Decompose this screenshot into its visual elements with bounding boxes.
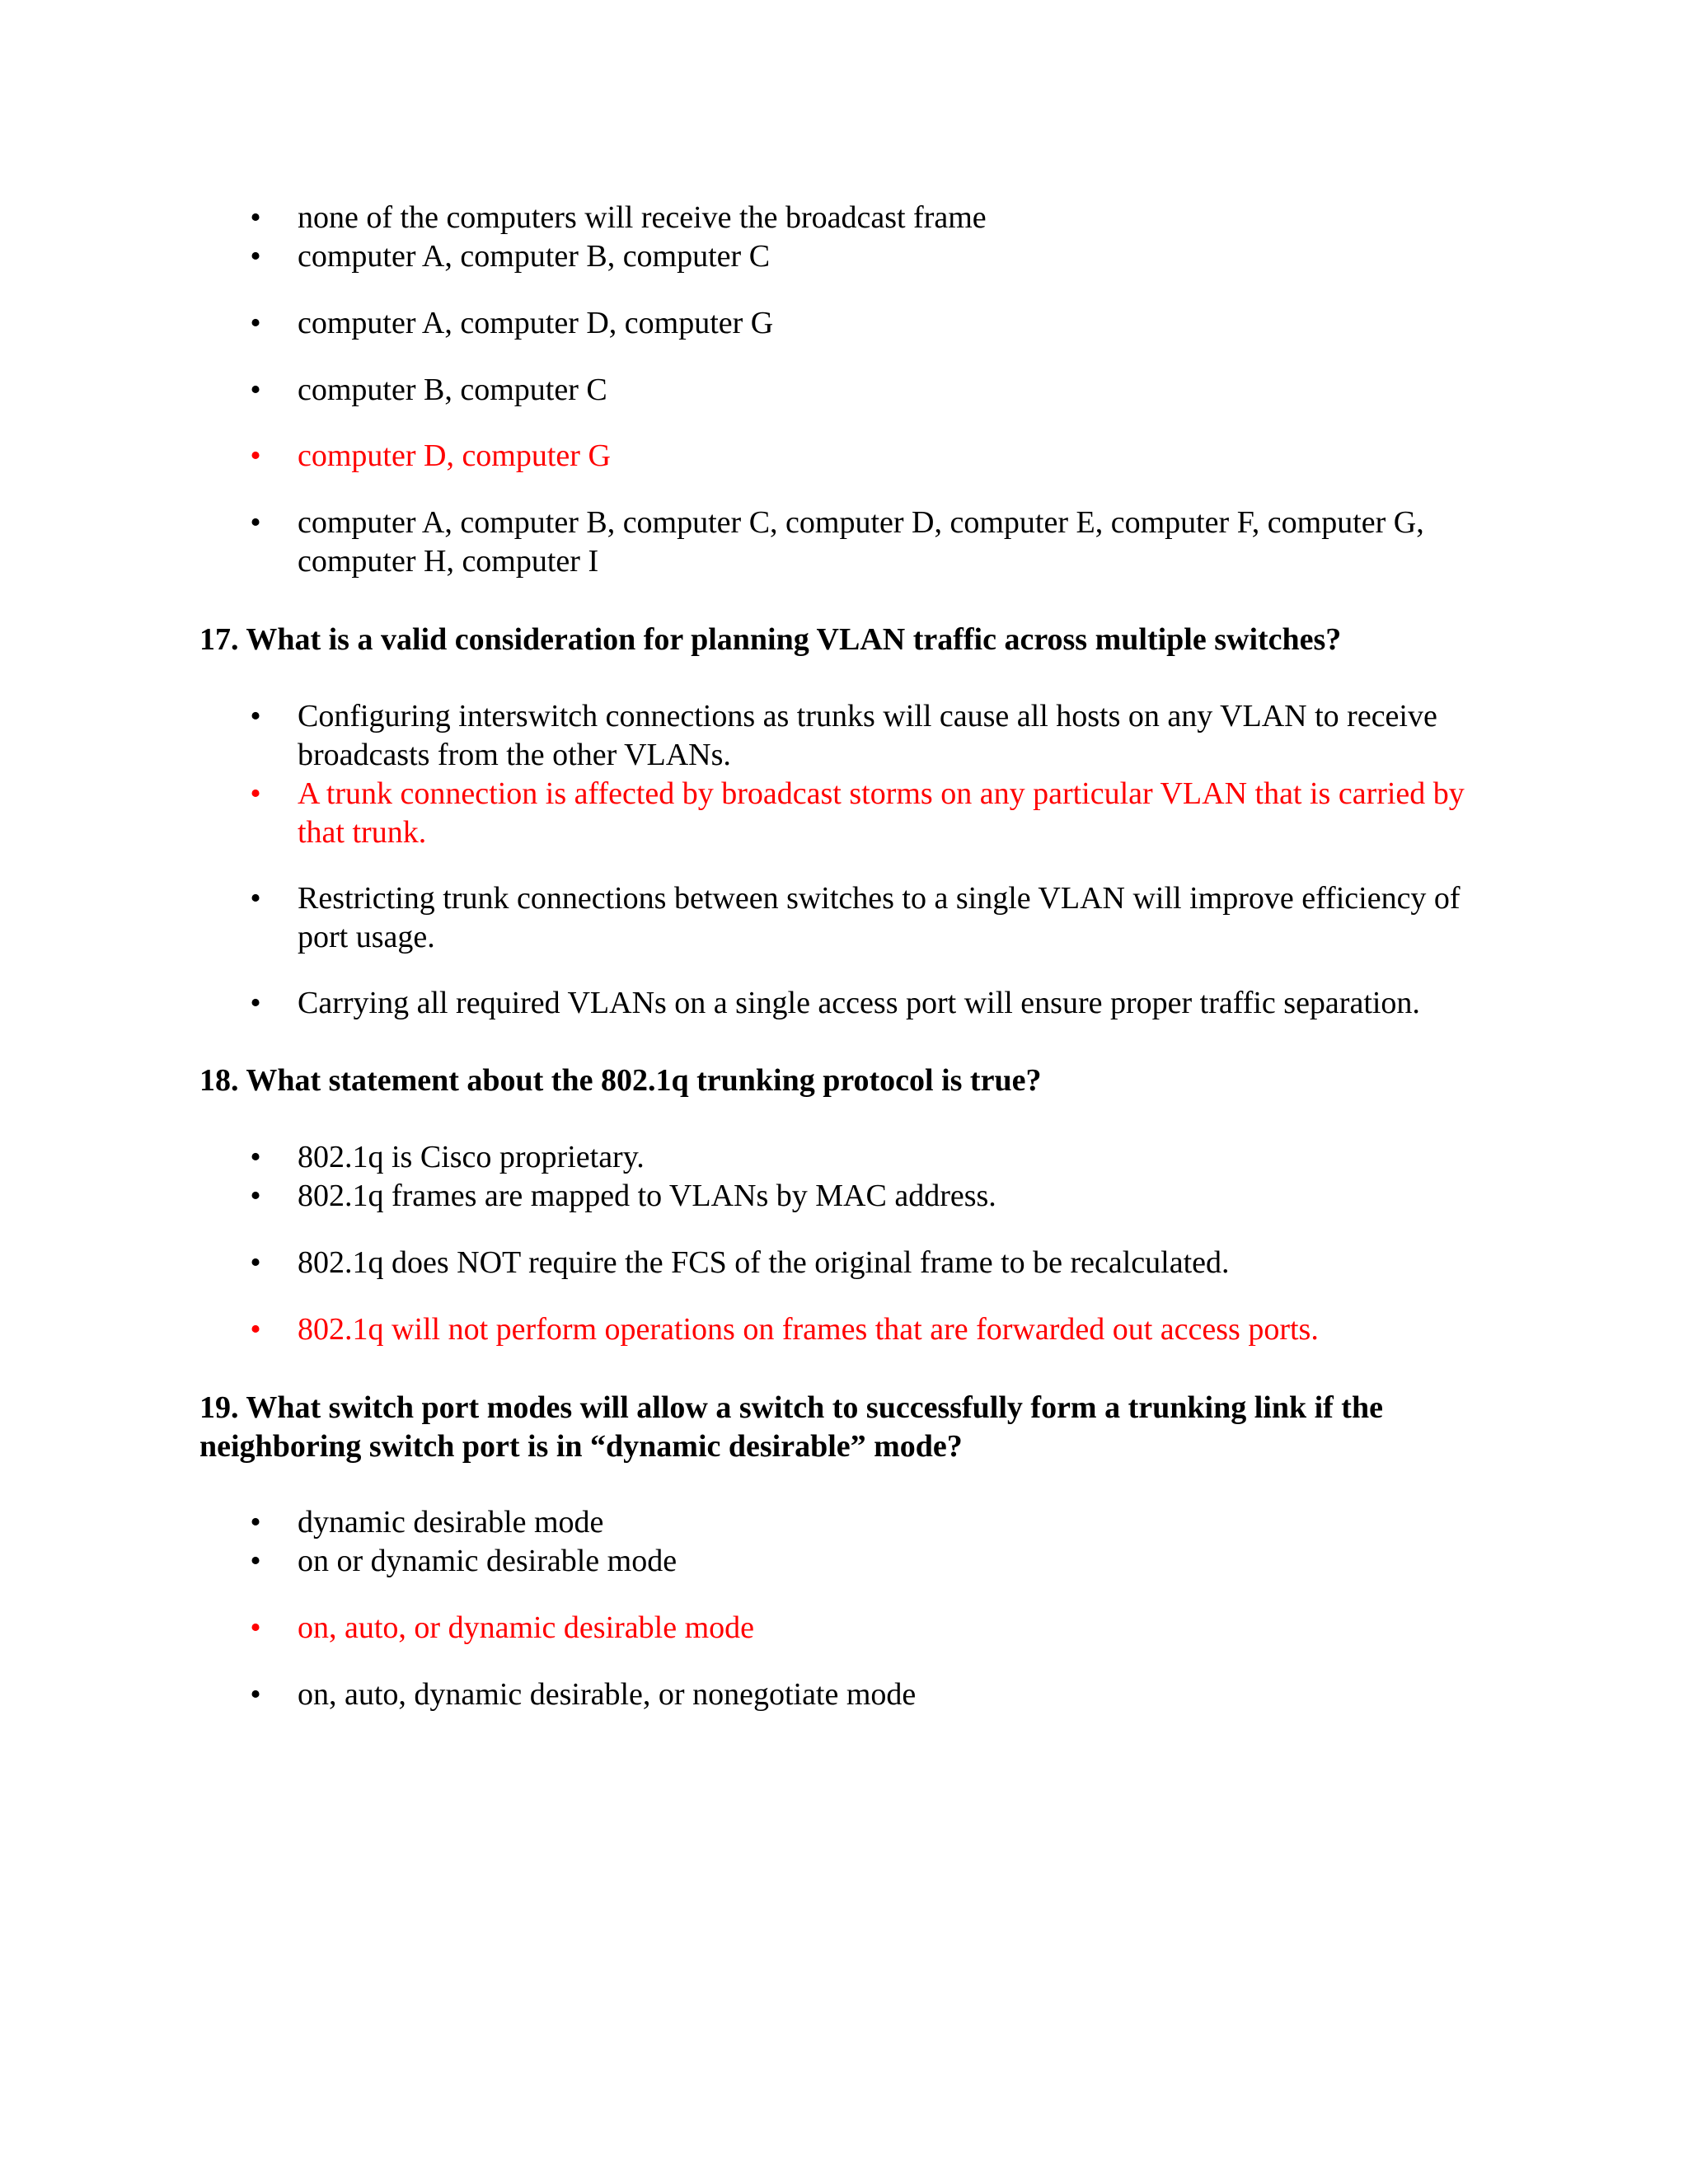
answer-option-text: on or dynamic desirable mode <box>298 1544 678 1578</box>
answer-option-text: 802.1q frames are mapped to VLANs by MAC address. <box>298 1179 996 1213</box>
bullet-icon: • <box>250 505 261 540</box>
question-heading: 18. What statement about the 802.1q trunking protocol is true? <box>199 1063 1042 1098</box>
answer-option-text: 802.1q does NOT require the FCS of the original frame to be recalculated. <box>298 1245 1230 1280</box>
answer-option-text: 802.1q is Cisco proprietary. <box>298 1140 645 1174</box>
answer-option-text: computer A, computer D, computer G <box>298 306 774 340</box>
bullet-icon: • <box>250 986 261 1020</box>
answer-option-text: dynamic desirable mode <box>298 1505 604 1540</box>
bullet-icon: • <box>250 200 261 235</box>
answer-option-text: computer A, computer B, computer C <box>298 239 771 274</box>
answer-option-text: computer A, computer B, computer C, computer D, computer E, computer F, computer G, computer H, computer I <box>298 505 1424 579</box>
bullet-icon: • <box>250 1505 261 1540</box>
answer-option-text: on, auto, dynamic desirable, or nonegotiate mode <box>298 1677 917 1712</box>
bullet-icon: • <box>250 1245 261 1280</box>
bullet-icon: • <box>250 776 261 811</box>
bullet-icon: • <box>250 1312 261 1347</box>
bullet-icon: • <box>250 1544 261 1578</box>
bullet-icon: • <box>250 438 261 473</box>
answer-option-text: Restricting trunk connections between switches to a single VLAN will improve efficiency of port usage. <box>298 881 1461 954</box>
question-heading: 17. What is a valid consideration for planning VLAN traffic across multiple switches? <box>199 622 1342 657</box>
answer-option-text: A trunk connection is affected by broadcast storms on any particular VLAN that is carried by that trunk. <box>298 776 1465 850</box>
answer-option-text: on, auto, or dynamic desirable mode <box>298 1610 755 1645</box>
bullet-icon: • <box>250 306 261 340</box>
bullet-icon: • <box>250 1179 261 1213</box>
answer-option-text: none of the computers will receive the broadcast frame <box>298 200 987 235</box>
answer-option-text: Carrying all required VLANs on a single access port will ensure proper traffic separation. <box>298 986 1420 1020</box>
bullet-icon: • <box>250 1140 261 1174</box>
bullet-icon: • <box>250 881 261 916</box>
bullet-icon: • <box>250 373 261 407</box>
answer-option-text: computer B, computer C <box>298 373 607 407</box>
answer-option-text: Configuring interswitch connections as trunks will cause all hosts on any VLAN to receive broadcasts from the other VLANs. <box>298 699 1437 772</box>
bullet-icon: • <box>250 699 261 733</box>
bullet-icon: • <box>250 1677 261 1712</box>
answer-option-text: computer D, computer G <box>298 438 611 473</box>
bullet-icon: • <box>250 1610 261 1645</box>
question-heading: 19. What switch port modes will allow a switch to successfully form a trunking link if the neighboring switch port is in “dynamic desirable” mode? <box>199 1390 1383 1464</box>
bullet-icon: • <box>250 239 261 274</box>
answer-option-text: 802.1q will not perform operations on frames that are forwarded out access ports. <box>298 1312 1319 1347</box>
